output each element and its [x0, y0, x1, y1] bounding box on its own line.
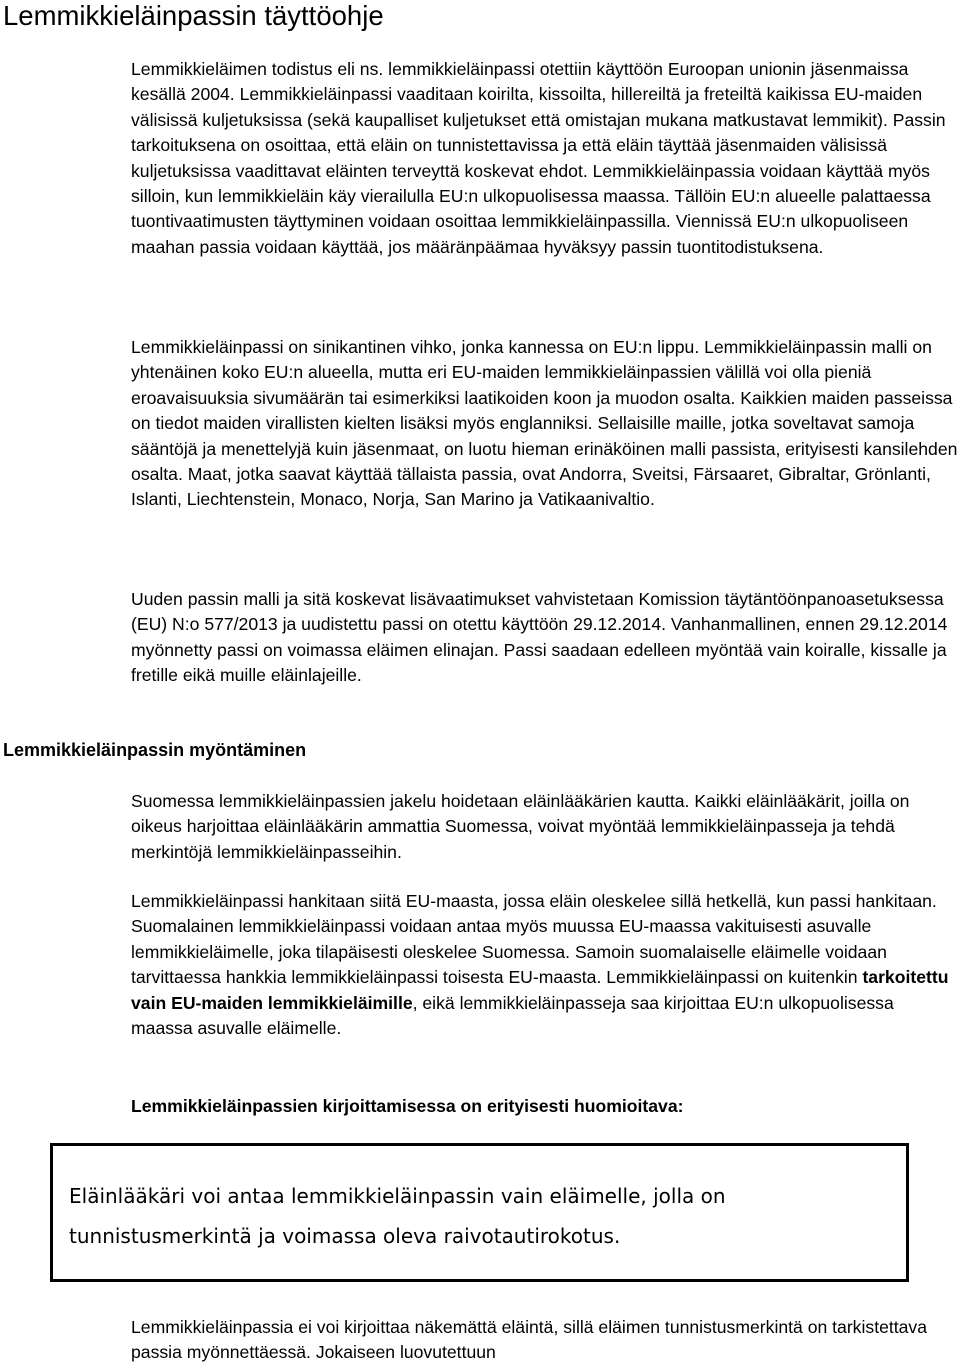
intro-paragraph-1: Lemmikkieläimen todistus eli ns. lemmikkieläinpassi otettiin käyttöön Euroopan unionin jäsenmaissa kesällä 2004. Lemmikkieläinpassi vaaditaan koirilta, kissoilta, hillereiltä ja freteiltä kaikissa EU-maiden välisissä kuljetuksissa (sekä kaupalliset kuljetukset että omistajan mukana matkustavat lemmikit). Passin tarkoituksena on osoittaa, että eläin on tunnistettavissa ja että eläin täyttää jäsenmaiden välisissä kuljetuksissa vaadittavat eläinten terveyttä koskevat ehdot. Lemmikkieläinpassia voidaan käyttää myös silloin, kun lemmikkieläin käy vierailulla EU:n ulkopuolisessa maassa. Tällöin EU:n alueelle palattaessa tuontivaatimusten täyttyminen voidaan osoittaa lemmikkieläinpassilla. Viennissä EU:n ulkopuoliseen maahan passia voidaan käyttää, jos määränpäämaa hyväksyy passin tuontitodistuksena. — [131, 59, 946, 257]
section-paragraph-2-bold: tarkoitettu vain EU-maiden lemmikkieläimille — [131, 967, 949, 1013]
page-title: Lemmikkieläinpassin täyttöohje — [3, 0, 384, 31]
emphasis-heading: Lemmikkieläinpassien kirjoittamisessa on erityisesti huomioitava: — [131, 1096, 684, 1116]
notice-box — [50, 1143, 909, 1282]
intro-paragraph-3: Uuden passin malli ja sitä koskevat lisävaatimukset vahvistetaan Komission täytäntöönpanoasetuksessa (EU) N:o 577/2013 ja uudistettu passi on otettu käyttöön 29.12.2014. Vanhanmallinen, ennen 29.12.2014 myönnetty passi on voimassa eläimen elinajan. Passi saadaan edelleen myöntää vain koiralle, kissalle ja fretille eikä muille eläinlajeille. — [131, 589, 948, 686]
intro-paragraph-2: Lemmikkieläinpassi on sinikantinen vihko, jonka kannessa on EU:n lippu. Lemmikkieläinpassin malli on yhtenäinen koko EU:n alueella, mutta eri EU-maiden lemmikkieläinpassien välillä voi olla pieniä eroavaisuuksia sivumäärän tai esimerkiksi laatikoiden koon ja muodon osalta. Kaikkien maiden passeissa on tiedot maiden virallisten kielten lisäksi myös englanniksi. Sellaisille maille, jotka soveltavat samoja sääntöjä ja menettelyjä kuin jäsenmaat, on luotu hieman erinäköinen malli passista, erityisesti kansilehden osalta. Maat, jotka saavat käyttää tällaista passia, ovat Andorra, Sveitsi, Färsaaret, Gibraltar, Grönlanti, Islanti, Liechtenstein, Monaco, Norja, San Marino ja Vatikaanivaltio. — [131, 337, 958, 510]
final-paragraph: Lemmikkieläinpassia ei voi kirjoittaa näkemättä eläintä, sillä eläimen tunnistusmerkintä on tarkistettava passia myönnettäessä. Jokaiseen luovutettuun — [131, 1317, 928, 1363]
section-heading: Lemmikkieläinpassin myöntäminen — [3, 740, 307, 760]
notice-box-text: Eläinlääkäri voi antaa lemmikkieläinpassin vain eläimelle, jolla on tunnistusmerkintä ja voimassa oleva raivotautirokotus. — [69, 1184, 726, 1248]
section-paragraph-2-text-end: , eikä lemmikkieläinpasseja saa kirjoittaa EU:n ulkopuolisessa maassa asuvalle eläimelle. — [131, 992, 894, 1039]
section-paragraph-2-text: Lemmikkieläinpassi hankitaan siitä EU-maasta, jossa eläin oleskelee sillä hetkellä, kun passi hankitaan. Suomalainen lemmikkieläinpassi voidaan antaa myös muussa EU-maassa vakituisesti asuvalle lemmikkieläimelle, joka tilapäisesti oleskelee Suomessa. Samoin suomalaiselle eläimelle voidaan tarvittaessa hankkia lemmikkieläinpassi toisesta EU-maasta. Lemmikkieläinpassi on kuitenkin — [131, 891, 937, 988]
section-paragraph-2 — [131, 889, 960, 1041]
section-paragraph-1: Suomessa lemmikkieläinpassien jakelu hoidetaan eläinlääkärien kautta. Kaikki eläinlääkärit, joilla on oikeus harjoittaa eläinlääkärin ammattia Suomessa, voivat myöntää lemmikkieläinpasseja ja tehdä merkintöjä lemmikkieläinpasseihin. — [131, 791, 910, 862]
